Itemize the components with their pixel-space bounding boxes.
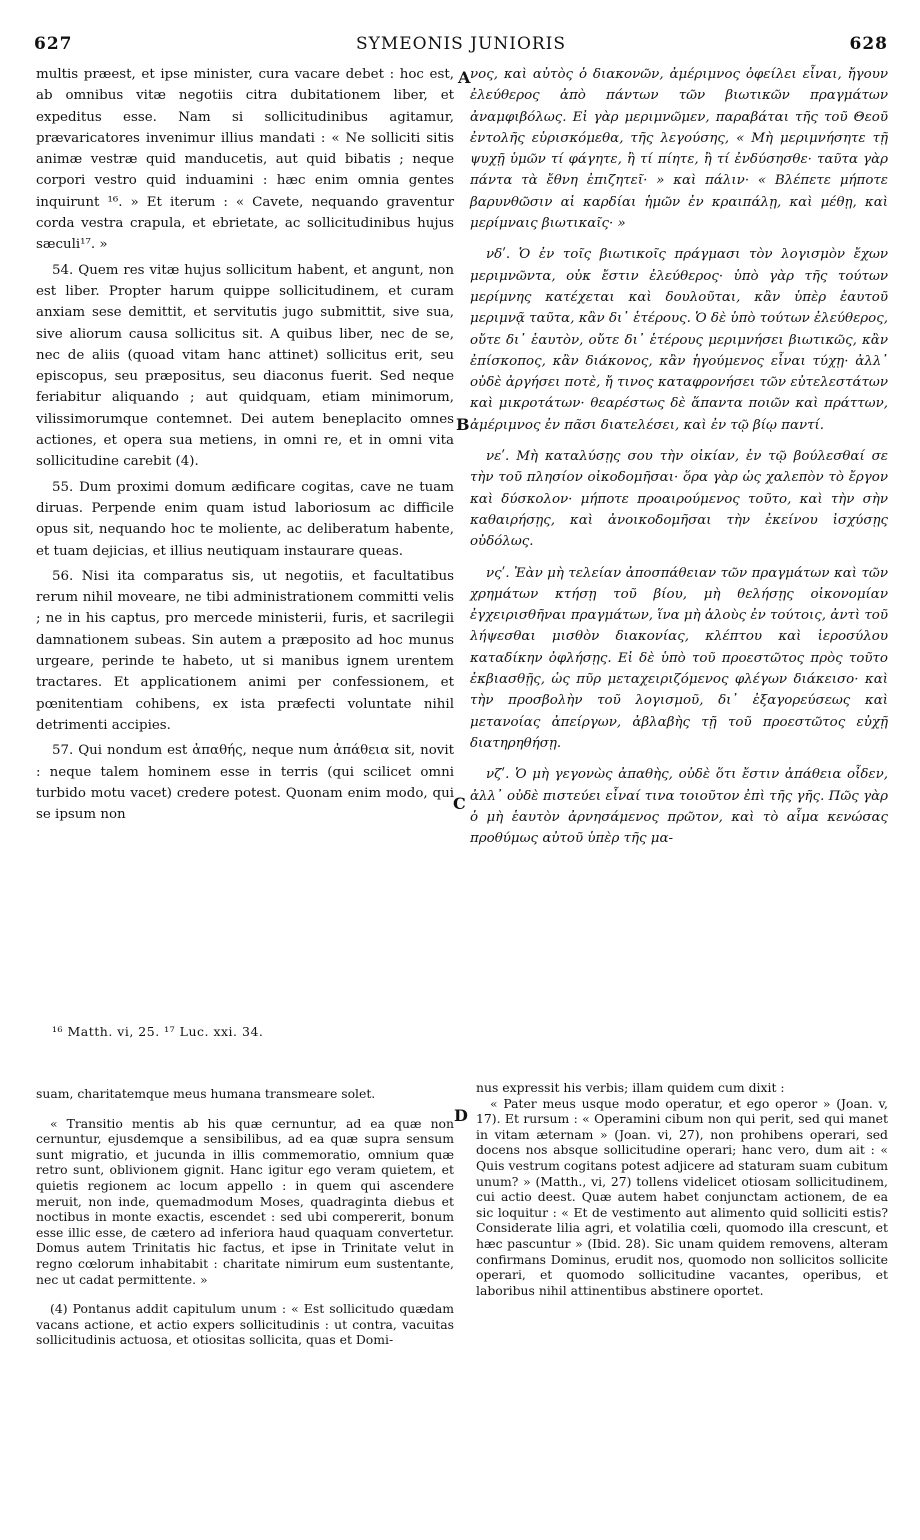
running-title: SYMEONIS JUNIORIS	[355, 34, 567, 54]
note-paragraph: suam, charitatemque meus humana transmeare solet.	[36, 1086, 376, 1101]
note-paragraph: nus expressit his verbis; illam quidem cum dixit :	[476, 1080, 785, 1095]
greek-paragraph: νος, καὶ αὐτὸς ὁ διακονῶν, ἀμέριμνος ὀφείλει εἶναι, ἤγουν ἐλεύθερος ἀπὸ πάντων τῶν βιωτικῶν πραγμάτων ἀναμφιβόλως. Εἰ γὰρ μεριμνῶμεν, παραβάται τῆς τοῦ Θεοῦ ἐντολῆς εὑρισκόμεθα, τῆς λεγούσης, « Μὴ μεριμνήσητε τῇ ψυχῇ ὑμῶν τί φάγητε, ἢ τί πίητε, ἢ τί ἐνδύσησθε· ταῦτα γὰρ πάντα τὰ ἔθνη ἐπιζητεῖ· » καὶ πάλιν· « Βλέπετε μήποτε βαρυνθῶσιν αἱ καρδίαι ἡμῶν ἐν κραιπάλῃ, καὶ μέθῃ, καὶ μερίμναις βιωτικαῖς· »	[470, 67, 888, 232]
margin-letter-b: B	[456, 415, 470, 434]
margin-letter-d: D	[454, 1106, 468, 1125]
latin-paragraph: 57. Qui nondum est ἀπαθής, neque num ἀπάθεια sit, novit : neque talem hominem esse in terris (qui scilicet omni turbido motu vacet) credere potest. Quonam enim modo, qui se ipsum non	[36, 743, 454, 823]
latin-column	[36, 64, 454, 823]
latin-paragraph: 56. Nisi ita comparatus sis, ut negotiis, et facultatibus rerum nihil moveare, ne tibi administrationem committi velis ; ne in his captus, pro mercede ministerii, furis, et sacrilegii damnationem subeas. Sin autem a præposito ad hoc munus urgeare, perinde te habeto, ut si manibus ignem urentem tractares. Et applicationem animi per confessionem, et pœnitentiam cohibens, ex ista præfecti voluntate nihil detrimenti accipies.	[36, 568, 454, 733]
greek-paragraph: νζʹ. Ὁ μὴ γεγονὼς ἀπαθὴς, οὐδὲ ὅτι ἔστιν ἀπάθεια οἶδεν, ἀλλ᾽ οὐδὲ πιστεύει εἶναί τινα τοιοῦτον ἐπὶ τῆς γῆς. Πῶς γὰρ ὁ μὴ ἑαυτὸν ἀρνησάμενος πρῶτον, καὶ τὸ αἷμα κενώσας προθύμως αὐτοῦ ὑπὲρ τῆς μα-	[470, 767, 888, 847]
notes-left-column	[36, 1086, 454, 1506]
note-paragraph: « Transitio mentis ab his quæ cernuntur, ad ea quæ non cernuntur, ejusdemque a sensibilibus, ad ea quæ supra sensum sunt migratio, et jucunda in illis commemoratio, omnium quæ retro sunt, oblivionem gignit. Hanc igitur ego veram quietem, et quietis regionem ac locum appello : in quem qui ascendere meruit, non inde, quemadmodum Moses, quadraginta diebus et noctibus in monte exactis, escendet : sed ubi compererit, bonum esse illic esse, de cætero ad inferiora haud quaquam convertetur. Domus autem Trinitatis hic factus, et ipse in Trinitate velut in regno cœlorum inhabitabit : charitate nimirum eum sustentante, nec ut cadat permittente. »	[36, 1115, 454, 1287]
latin-paragraph: multis præest, et ipse minister, cura vacare debet : hoc est, ab omnibus vitæ negotiis citra dubitationem liber, et expeditus esse. Nam si sollicitudinibus agitamur, prævaricatores invenimur illius mandati : « Ne solliciti sitis animæ vestræ quid manducetis, aut quid bibatis ; neque corpori vestro quid induamini : hæc enim omnia gentes inquirunt ¹⁶. » Et iterum : « Cavete, nequando graventur corda vestra crapula, et ebrietate, ac sollicitudinibus hujus sæculi¹⁷. »	[36, 67, 454, 253]
margin-letter-c: C	[453, 794, 466, 813]
latin-paragraph: 55. Dum proximi domum ædificare cogitas, cave ne tuam diruas. Perpende enim quam istud laboriosum ac difficile opus sit, nequando hoc te moliente, ac deliberatum habente, et tuam dejicias, et illius neutiquam instaurare queas.	[36, 479, 454, 559]
greek-paragraph: νςʹ. Ἐὰν μὴ τελείαν ἀποσπάθειαν τῶν πραγμάτων καὶ τῶν χρημάτων κτήσῃ τοῦ βίου, μὴ θελήσῃς οἰκονομίαν ἐγχειρισθῆναι πραγμάτων, ἵνα μὴ ἁλοὺς ἐν τούτοις, ἀντὶ τοῦ λήψεσθαι μισθὸν διακονίας, κλέπτου καὶ ἱεροσύλου καταδίκην ὀφλήσῃς. Εἰ δὲ ὑπὸ τοῦ προεστῶτος πρὸς τοῦτο ἐκβιασθῇς, ὡς πῦρ μεταχειριζόμενος φλέγων διάκεισο· καὶ τὴν προσβολὴν τοῦ λογισμοῦ, δι᾽ ἐξαγορεύσεως καὶ μετανοίας ἀπείργων, ἀβλαβὴς τῇ τοῦ προεστῶτος εὐχῇ διατηρηθήσῃ.	[470, 565, 889, 751]
greek-column	[470, 64, 889, 847]
scripture-footnotes: ¹⁶ Matth. vi, 25. ¹⁷ Luc. xxi. 34.	[52, 1024, 264, 1039]
page-number-right: 628	[849, 34, 888, 54]
note-paragraph: (4) Pontanus addit capitulum unum : « Est sollicitudo quædam vacans actione, et actio expers sollicitudinis : ut contra, vacuitas sollicitudinis actuosa, et otiositas sollicita, quas et Domi-	[36, 1301, 454, 1348]
margin-letter-a: A	[458, 68, 471, 87]
latin-paragraph: 54. Quem res vitæ hujus sollicitum habent, et angunt, non est liber. Propter harum quippe sollicitudinem, et curam anxiam sese demittit, et servitutis jugo submittit, sive sua, sive aliorum causa sollicitus sit. A quibus liber, nec de se, nec de aliis (quoad vitam hanc attinet) sollicitus erit, seu episcopus, seu præpositus, seu diaconus fuerit. Sed neque feriabitur aliquando ; aut quidquam, etiam minimorum, vilissimorumque contemnet. Dei autem beneplacito omnes actiones, et opera sua metiens, in omni re, et in omni vita sollicitudine carebit (4).	[36, 262, 454, 470]
note-paragraph: « Pater meus usque modo operatur, et ego operor » (Joan. v, 17). Et rursum : « Operamini cibum non qui perit, sed qui manet in vitam æternam » (Joan. vi, 27), non prohibens operari, sed docens nos absque sollicitudine operari; hanc vero, dum ait : « Quis vestrum cogitans potest adjicere ad staturam suam cubitum unum? » (Matth., vi, 27) tollens videlicet otiosam sollicitudinem, cui actio deest. Quæ autem habet conjunctam actionem, de ea sic loquitur : « Et de vestimento aut alimento quid solliciti estis? Considerate lilia agri, et volatilia cœli, quomodo illa crescunt, et hæc pascuntur » (Ibid. 28). Sic unam quidem removens, alteram confirmans Dominus, erudit nos, quomodo non sollicitos sollicite operari, et quomodo sollicitudine vacantes, operibus, et laboribus nihil attinentibus abstinere oportet.	[476, 1095, 888, 1298]
greek-paragraph: νεʹ. Μὴ καταλύσῃς σου τὴν οἰκίαν, ἐν τῷ βούλεσθαί σε τὴν τοῦ πλησίον οἰκοδομῆσαι· ὅρα γὰρ ὡς χαλεπὸν τὸ ἔργον καὶ δύσκολον· μήποτε προαιρούμενος τοῦτο, καὶ τὴν σὴν καθαιρήσῃς, καὶ ἀνοικοδομῆσαι τὴν ἐκείνου ἰσχύσῃς οὐδόλως.	[470, 449, 888, 550]
page-number-left: 627	[34, 34, 73, 54]
greek-paragraph: νδʹ. Ὁ ἐν τοῖς βιωτικοῖς πράγμασι τὸν λογισμὸν ἔχων μεριμνῶντα, οὐκ ἔστιν ἐλεύθερος· ὑπὸ γὰρ τῆς τούτων μερίμνης κατέχεται καὶ δουλοῦται, κἂν ὑπὲρ ἑαυτοῦ μεριμνᾷ ταῦτα, κἂν δι᾽ ἑτέρους. Ὁ δὲ ὑπὸ τούτων ἐλεύθερος, οὔτε δι᾽ ἑαυτὸν, οὔτε δι᾽ ἑτέρους μεριμνήσει βιωτικῶς, κἂν ἐπίσκοπος, κἂν διάκονος, κἂν ἡγούμενος εἶναι τύχῃ· ἀλλ᾽ οὐδὲ ἀργήσει ποτὲ, ἤ τινος καταφρονήσει τῶν εὐτελεστάτων καὶ μικροτάτων· θεαρέστως δὲ ἅπαντα ποιῶν καὶ πράττων, ἀμέριμνος ἐν πᾶσι διατελέσει, καὶ ἐν τῷ βίῳ παντί.	[470, 247, 888, 433]
running-head	[34, 34, 888, 58]
notes-right-column	[476, 1080, 888, 1500]
